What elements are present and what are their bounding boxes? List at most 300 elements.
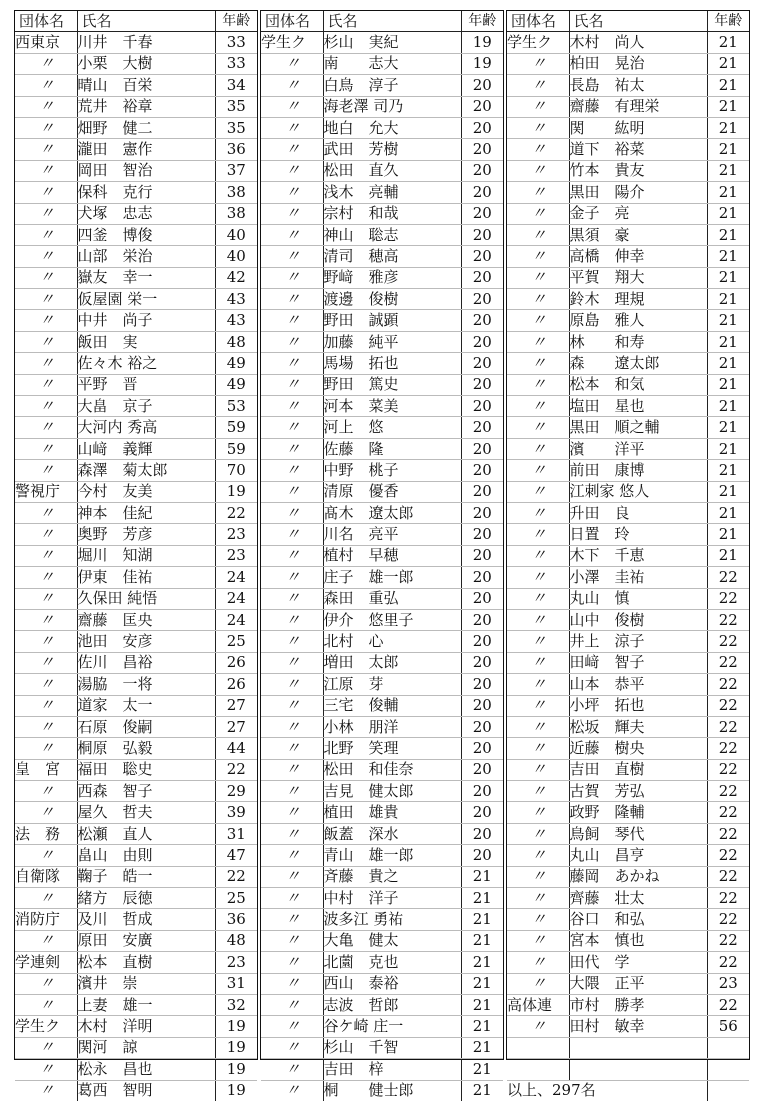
name-cell: 黒須 豪 — [569, 224, 707, 245]
roster-page — [14, 10, 750, 1100]
group-cell: 〃 — [15, 289, 77, 310]
group-cell: 〃 — [507, 96, 569, 117]
table-row — [507, 674, 749, 695]
group-cell: 〃 — [15, 567, 77, 588]
group-cell: 〃 — [15, 75, 77, 96]
age-cell: 20 — [461, 609, 503, 630]
name-cell: 松田 和佳奈 — [323, 759, 461, 780]
group-cell: 〃 — [507, 139, 569, 160]
group-cell: 〃 — [507, 53, 569, 74]
empty-cell — [507, 1059, 569, 1080]
table-row — [15, 738, 257, 759]
group-cell: 〃 — [15, 417, 77, 438]
group-cell: 〃 — [261, 781, 323, 802]
name-cell: 小坪 拓也 — [569, 695, 707, 716]
group-cell: 〃 — [261, 353, 323, 374]
age-cell: 32 — [215, 994, 257, 1015]
table-row — [261, 652, 503, 673]
header-row — [15, 11, 257, 32]
group-cell: 警視庁 — [15, 481, 77, 502]
age-cell: 24 — [215, 567, 257, 588]
table-row — [261, 139, 503, 160]
name-cell: 谷ケ崎 庄一 — [323, 1016, 461, 1037]
empty-cell — [707, 1037, 749, 1058]
group-cell: 〃 — [261, 823, 323, 844]
name-cell: 松本 和気 — [569, 374, 707, 395]
name-cell: 松瀬 直人 — [77, 823, 215, 844]
age-cell: 22 — [215, 866, 257, 887]
age-cell: 43 — [215, 289, 257, 310]
group-cell: 〃 — [261, 203, 323, 224]
group-cell: 〃 — [507, 417, 569, 438]
group-cell: 〃 — [261, 674, 323, 695]
age-cell: 22 — [707, 674, 749, 695]
age-cell: 22 — [707, 588, 749, 609]
name-cell: 杉山 実紀 — [323, 32, 461, 53]
age-cell: 22 — [707, 888, 749, 909]
age-cell: 20 — [461, 481, 503, 502]
group-cell: 〃 — [507, 524, 569, 545]
group-cell: 〃 — [261, 1037, 323, 1058]
table-row — [15, 759, 257, 780]
age-cell: 21 — [707, 545, 749, 566]
header-group: 団体名 — [261, 11, 323, 32]
group-cell: 〃 — [15, 674, 77, 695]
name-cell: 黒田 陽介 — [569, 182, 707, 203]
age-cell: 23 — [215, 524, 257, 545]
table-row — [507, 310, 749, 331]
group-cell: 〃 — [15, 994, 77, 1015]
name-cell: 保科 克行 — [77, 182, 215, 203]
table-row — [261, 545, 503, 566]
age-cell: 20 — [461, 588, 503, 609]
table-row — [261, 674, 503, 695]
table-row — [261, 267, 503, 288]
name-cell: 金子 亮 — [569, 203, 707, 224]
name-cell: 堀川 知湖 — [77, 545, 215, 566]
age-cell: 22 — [215, 502, 257, 523]
age-cell: 21 — [707, 53, 749, 74]
table-row — [507, 524, 749, 545]
table-row — [15, 396, 257, 417]
table-row — [15, 481, 257, 502]
name-cell: 畑野 健二 — [77, 117, 215, 138]
table-row — [15, 674, 257, 695]
table-row — [261, 203, 503, 224]
name-cell: 杉山 千智 — [323, 1037, 461, 1058]
table-row — [15, 502, 257, 523]
age-cell: 31 — [215, 823, 257, 844]
name-cell: 佐川 昌裕 — [77, 652, 215, 673]
age-cell: 20 — [461, 823, 503, 844]
name-cell: 飯蓋 深水 — [323, 823, 461, 844]
age-cell: 21 — [461, 952, 503, 973]
table-row — [261, 1037, 503, 1058]
name-cell: 奥野 芳彦 — [77, 524, 215, 545]
group-cell: 学生ク — [261, 32, 323, 53]
name-cell: 濱井 崇 — [77, 973, 215, 994]
group-cell: 〃 — [261, 716, 323, 737]
age-cell: 20 — [461, 267, 503, 288]
group-cell: 〃 — [261, 481, 323, 502]
group-cell: 〃 — [261, 460, 323, 481]
table-row — [15, 545, 257, 566]
table-row — [261, 374, 503, 395]
name-cell: 森 遼太郎 — [569, 353, 707, 374]
group-cell: 〃 — [507, 738, 569, 759]
name-cell: 地白 允大 — [323, 117, 461, 138]
name-cell: 関 紘明 — [569, 117, 707, 138]
table-row — [261, 1016, 503, 1037]
age-cell: 21 — [461, 994, 503, 1015]
age-cell: 22 — [707, 802, 749, 823]
age-cell: 27 — [215, 716, 257, 737]
age-cell: 20 — [461, 417, 503, 438]
table-row — [261, 588, 503, 609]
group-cell: 〃 — [15, 716, 77, 737]
header-age: 年齢 — [707, 11, 749, 32]
table-row — [507, 481, 749, 502]
name-cell: 久保田 純悟 — [77, 588, 215, 609]
name-cell: 飯田 実 — [77, 331, 215, 352]
age-cell: 29 — [215, 781, 257, 802]
table-row — [261, 738, 503, 759]
name-cell: 北薗 克也 — [323, 952, 461, 973]
name-cell: 嶽友 幸一 — [77, 267, 215, 288]
group-cell: 〃 — [15, 96, 77, 117]
age-cell: 21 — [707, 224, 749, 245]
group-cell: 〃 — [15, 631, 77, 652]
name-cell: 木下 千恵 — [569, 545, 707, 566]
age-cell: 49 — [215, 374, 257, 395]
table-row — [261, 888, 503, 909]
name-cell: 道家 太一 — [77, 695, 215, 716]
age-cell: 40 — [215, 224, 257, 245]
group-cell: 〃 — [39, 1081, 53, 1100]
table-row — [261, 182, 503, 203]
name-cell: 白鳥 淳子 — [323, 75, 461, 96]
group-cell: 高体連 — [507, 994, 569, 1015]
name-cell: 吉田 梓 — [323, 1059, 461, 1080]
age-cell: 20 — [461, 631, 503, 652]
name-cell: 石原 俊嗣 — [77, 716, 215, 737]
age-cell: 42 — [215, 267, 257, 288]
age-cell: 24 — [215, 609, 257, 630]
table-row — [15, 952, 257, 973]
table-row — [261, 96, 503, 117]
group-cell: 〃 — [15, 588, 77, 609]
group-cell: 〃 — [507, 246, 569, 267]
table-row — [15, 203, 257, 224]
name-cell: 黒田 順之輔 — [569, 417, 707, 438]
group-cell: 〃 — [285, 1081, 299, 1100]
group-cell: 〃 — [261, 267, 323, 288]
table-row — [507, 588, 749, 609]
name-cell: 田代 学 — [569, 952, 707, 973]
name-cell: 吉見 健太郎 — [323, 781, 461, 802]
group-cell: 〃 — [261, 396, 323, 417]
name-cell: 松永 昌也 — [77, 1059, 215, 1080]
age-cell: 20 — [461, 652, 503, 673]
name-cell: 桐原 弘毅 — [77, 738, 215, 759]
table-row — [507, 845, 749, 866]
table-row — [507, 396, 749, 417]
name-cell: 瀧田 憲作 — [77, 139, 215, 160]
table-row — [15, 1080, 257, 1101]
table-row — [15, 1059, 257, 1080]
group-cell: 〃 — [261, 802, 323, 823]
group-cell: 〃 — [261, 374, 323, 395]
group-cell: 〃 — [507, 845, 569, 866]
name-cell: 北野 笑理 — [323, 738, 461, 759]
header-name: 氏名 — [569, 11, 707, 32]
age-cell: 53 — [215, 396, 257, 417]
name-cell: 清原 優香 — [323, 481, 461, 502]
name-cell: 近藤 樹央 — [569, 738, 707, 759]
age-cell: 21 — [707, 182, 749, 203]
group-cell: 〃 — [261, 246, 323, 267]
table-row — [507, 652, 749, 673]
table-row — [261, 160, 503, 181]
table-row — [261, 396, 503, 417]
name-cell: 神本 佳紀 — [77, 502, 215, 523]
age-cell: 20 — [461, 524, 503, 545]
name-cell: 青山 雄一郎 — [323, 845, 461, 866]
table-row — [507, 96, 749, 117]
age-cell: 20 — [461, 396, 503, 417]
table-row — [507, 866, 749, 887]
table-row — [507, 930, 749, 951]
name-cell: 松本 直樹 — [77, 952, 215, 973]
age-cell: 20 — [461, 117, 503, 138]
name-cell: 大亀 健太 — [323, 930, 461, 951]
name-cell: 湯脇 一将 — [77, 674, 215, 695]
name-cell: 海老澤 司乃 — [323, 96, 461, 117]
name-cell: 原田 安廣 — [77, 930, 215, 951]
name-cell: 中野 桃子 — [323, 460, 461, 481]
roster-column — [260, 10, 504, 1100]
group-cell: 〃 — [261, 310, 323, 331]
roster-table — [507, 11, 749, 1101]
group-cell: 〃 — [15, 502, 77, 523]
table-row — [15, 438, 257, 459]
group-cell: 〃 — [261, 417, 323, 438]
name-cell: 森澤 菊太郎 — [77, 460, 215, 481]
roster-table — [261, 11, 503, 1101]
group-cell: 〃 — [261, 331, 323, 352]
table-row — [261, 524, 503, 545]
group-cell: 〃 — [15, 310, 77, 331]
table-row — [15, 930, 257, 951]
name-cell: 志波 哲郎 — [323, 994, 461, 1015]
name-cell: 伊介 悠里子 — [323, 609, 461, 630]
group-cell: 西東京 — [15, 32, 77, 53]
group-cell: 〃 — [507, 823, 569, 844]
age-cell: 23 — [215, 545, 257, 566]
age-cell: 22 — [707, 866, 749, 887]
name-cell: 山本 恭平 — [569, 674, 707, 695]
empty-cell — [569, 1059, 707, 1080]
header-name: 氏名 — [77, 11, 215, 32]
name-cell: 林 和寿 — [569, 331, 707, 352]
group-cell: 〃 — [15, 845, 77, 866]
table-row — [15, 994, 257, 1015]
group-cell: 〃 — [15, 353, 77, 374]
age-cell: 20 — [461, 160, 503, 181]
group-cell: 学生ク — [15, 1016, 77, 1037]
table-row — [507, 224, 749, 245]
table-row — [15, 695, 257, 716]
group-cell: 〃 — [507, 545, 569, 566]
group-cell: 〃 — [15, 224, 77, 245]
empty-cell — [507, 1037, 569, 1058]
group-cell: 〃 — [507, 888, 569, 909]
age-cell: 20 — [461, 460, 503, 481]
table-row — [261, 75, 503, 96]
name-cell: 野田 篤史 — [323, 374, 461, 395]
group-cell: 〃 — [261, 1059, 323, 1080]
name-cell: 佐々木 裕之 — [77, 353, 215, 374]
group-cell: 〃 — [507, 1016, 569, 1037]
name-cell: 桐 健士郎 — [323, 1080, 461, 1101]
table-row — [15, 888, 257, 909]
name-cell: 西山 泰裕 — [323, 973, 461, 994]
table-row — [261, 438, 503, 459]
age-cell: 49 — [215, 353, 257, 374]
table-row — [261, 930, 503, 951]
group-cell: 〃 — [15, 396, 77, 417]
table-row — [261, 289, 503, 310]
table-row — [15, 160, 257, 181]
age-cell: 21 — [461, 973, 503, 994]
age-cell: 43 — [215, 310, 257, 331]
name-cell: 小栗 大樹 — [77, 53, 215, 74]
header-name: 氏名 — [323, 11, 461, 32]
group-cell: 〃 — [507, 567, 569, 588]
group-cell: 〃 — [507, 182, 569, 203]
age-cell: 20 — [461, 545, 503, 566]
table-row — [261, 1080, 503, 1101]
group-cell: 〃 — [507, 438, 569, 459]
group-cell: 消防庁 — [15, 909, 77, 930]
name-cell: 髙木 遼太郎 — [323, 502, 461, 523]
group-cell: 〃 — [15, 888, 77, 909]
age-cell: 19 — [215, 1059, 257, 1080]
name-cell: 及川 哲成 — [77, 909, 215, 930]
age-cell: 21 — [461, 930, 503, 951]
age-cell: 59 — [215, 417, 257, 438]
empty-cell — [707, 1080, 749, 1101]
name-cell: 平賀 翔大 — [569, 267, 707, 288]
group-cell: 〃 — [15, 438, 77, 459]
group-cell: 〃 — [15, 738, 77, 759]
age-cell: 48 — [215, 331, 257, 352]
table-row — [507, 53, 749, 74]
group-cell: 〃 — [507, 160, 569, 181]
age-cell: 22 — [707, 738, 749, 759]
table-row — [261, 909, 503, 930]
roster-column — [14, 10, 258, 1100]
age-cell: 21 — [707, 267, 749, 288]
age-cell: 20 — [461, 674, 503, 695]
table-row — [261, 781, 503, 802]
name-cell: 田村 敏幸 — [569, 1016, 707, 1037]
group-cell: 〃 — [261, 588, 323, 609]
group-cell: 〃 — [507, 588, 569, 609]
table-row — [15, 374, 257, 395]
table-row — [507, 888, 749, 909]
table-row — [15, 139, 257, 160]
group-cell: 〃 — [15, 160, 77, 181]
age-cell: 21 — [707, 353, 749, 374]
name-cell: 仮屋園 栄一 — [77, 289, 215, 310]
table-row — [507, 438, 749, 459]
name-cell: 升田 良 — [569, 502, 707, 523]
age-cell: 21 — [707, 438, 749, 459]
table-row — [261, 417, 503, 438]
age-cell: 22 — [707, 567, 749, 588]
name-cell: 山部 栄治 — [77, 246, 215, 267]
age-cell: 20 — [461, 310, 503, 331]
header-row — [261, 11, 503, 32]
age-cell: 20 — [461, 781, 503, 802]
group-cell: 〃 — [15, 1059, 77, 1080]
group-cell: 〃 — [507, 802, 569, 823]
group-cell: 〃 — [507, 930, 569, 951]
group-cell: 〃 — [507, 75, 569, 96]
age-cell: 21 — [461, 909, 503, 930]
name-cell: 大畠 京子 — [77, 396, 215, 417]
name-cell: 岡田 智治 — [77, 160, 215, 181]
name-cell: 長島 祐太 — [569, 75, 707, 96]
age-cell: 22 — [707, 609, 749, 630]
table-row — [507, 609, 749, 630]
name-cell: 宗村 和哉 — [323, 203, 461, 224]
table-row — [15, 973, 257, 994]
group-cell: 〃 — [261, 545, 323, 566]
group-cell: 〃 — [15, 182, 77, 203]
age-cell: 20 — [461, 502, 503, 523]
name-cell: 野田 誠顕 — [323, 310, 461, 331]
age-cell: 20 — [461, 695, 503, 716]
name-cell: 佐藤 隆 — [323, 438, 461, 459]
age-cell: 22 — [707, 823, 749, 844]
age-cell: 38 — [215, 203, 257, 224]
name-cell: 葛西 智明 — [77, 1080, 215, 1101]
table-row — [507, 353, 749, 374]
age-cell: 20 — [461, 845, 503, 866]
table-row — [15, 845, 257, 866]
age-cell: 21 — [707, 502, 749, 523]
group-cell: 皇 宮 — [15, 759, 77, 780]
group-cell: 〃 — [261, 973, 323, 994]
table-row — [507, 289, 749, 310]
age-cell: 35 — [215, 117, 257, 138]
age-cell: 22 — [707, 652, 749, 673]
group-cell: 〃 — [261, 524, 323, 545]
name-cell: 政野 隆輔 — [569, 802, 707, 823]
table-row — [507, 567, 749, 588]
age-cell: 20 — [461, 203, 503, 224]
age-cell: 44 — [215, 738, 257, 759]
table-row — [507, 781, 749, 802]
name-cell: 緒方 辰徳 — [77, 888, 215, 909]
roster-table — [15, 11, 257, 1101]
table-row — [261, 609, 503, 630]
name-cell: 庄子 雄一郎 — [323, 567, 461, 588]
table-row — [507, 545, 749, 566]
age-cell: 23 — [707, 973, 749, 994]
